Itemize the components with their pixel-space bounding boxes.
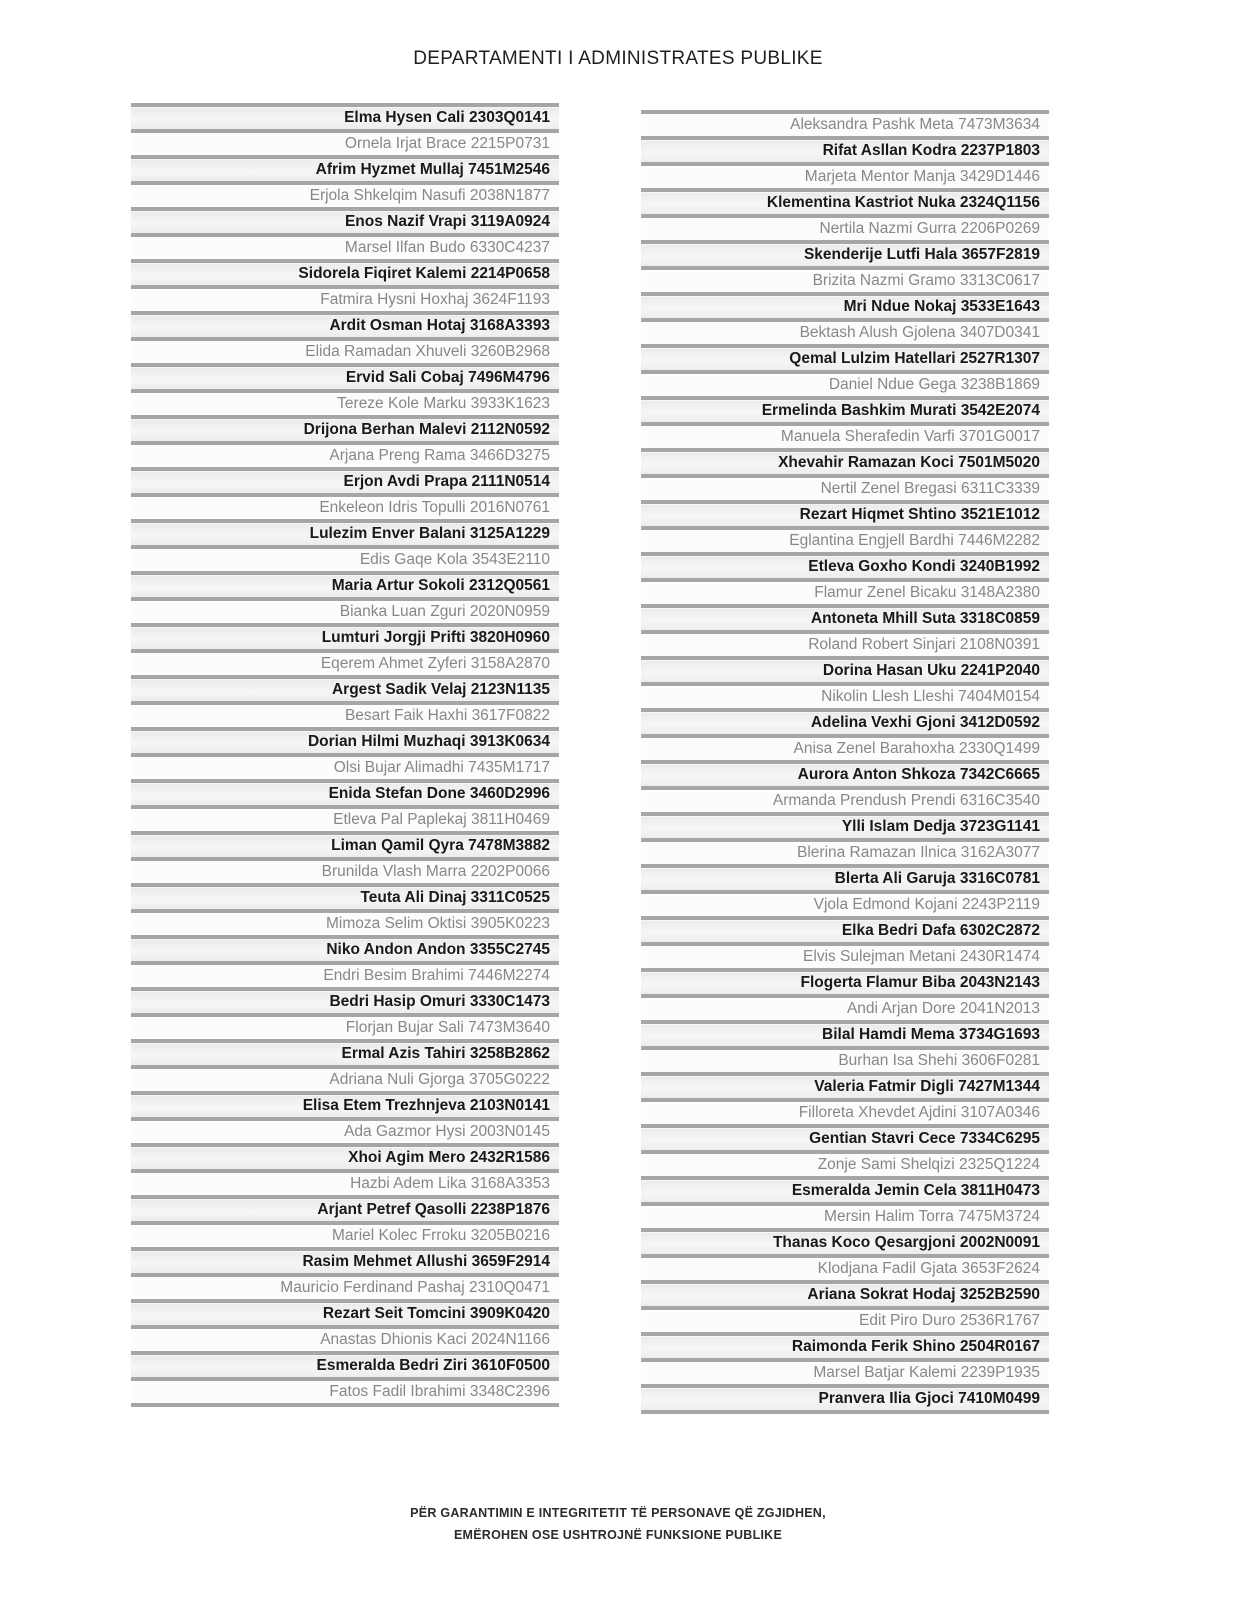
list-item: Nertil Zenel Bregasi 6311C3339 [641,474,1049,500]
list-item: Mariel Kolec Frroku 3205B0216 [131,1221,559,1247]
list-item: Bedri Hasip Omuri 3330C1473 [131,987,559,1013]
list-item: Marsel Batjar Kalemi 2239P1935 [641,1358,1049,1384]
list-item: Elma Hysen Cali 2303Q0141 [131,103,559,129]
list-item: Endri Besim Brahimi 7446M2274 [131,961,559,987]
list-item: Ornela Irjat Brace 2215P0731 [131,129,559,155]
list-item: Besart Faik Haxhi 3617F0822 [131,701,559,727]
list-item: Enos Nazif Vrapi 3119A0924 [131,207,559,233]
list-item: Blerta Ali Garuja 3316C0781 [641,864,1049,890]
list-item: Elvis Sulejman Metani 2430R1474 [641,942,1049,968]
list-item: Qemal Lulzim Hatellari 2527R1307 [641,344,1049,370]
list-item: Argest Sadik Velaj 2123N1135 [131,675,559,701]
list-item: Valeria Fatmir Digli 7427M1344 [641,1072,1049,1098]
name-list-left-column [131,103,559,1407]
list-item: Ermelinda Bashkim Murati 3542E2074 [641,396,1049,422]
list-item: Roland Robert Sinjari 2108N0391 [641,630,1049,656]
list-item: Ariana Sokrat Hodaj 3252B2590 [641,1280,1049,1306]
list-item: Anisa Zenel Barahoxha 2330Q1499 [641,734,1049,760]
list-item: Edis Gaqe Kola 3543E2110 [131,545,559,571]
list-item: Mauricio Ferdinand Pashaj 2310Q0471 [131,1273,559,1299]
footer-line-1: PËR GARANTIMIN E INTEGRITETIT TË PERSONAVE QË ZGJIDHEN, [410,1506,826,1520]
list-item: Dorina Hasan Uku 2241P2040 [641,656,1049,682]
list-item: Marjeta Mentor Manja 3429D1446 [641,162,1049,188]
list-item: Erjola Shkelqim Nasufi 2038N1877 [131,181,559,207]
list-item: Bianka Luan Zguri 2020N0959 [131,597,559,623]
list-item: Marsel Ilfan Budo 6330C4237 [131,233,559,259]
list-item: Klodjana Fadil Gjata 3653F2624 [641,1254,1049,1280]
list-item: Armanda Prendush Prendi 6316C3540 [641,786,1049,812]
list-item: Antoneta Mhill Suta 3318C0859 [641,604,1049,630]
list-item: Teuta Ali Dinaj 3311C0525 [131,883,559,909]
list-item: Enkeleon Idris Topulli 2016N0761 [131,493,559,519]
name-list-right-column [641,110,1049,1414]
list-item: Gentian Stavri Cece 7334C6295 [641,1124,1049,1150]
list-item: Olsi Bujar Alimadhi 7435M1717 [131,753,559,779]
list-item: Raimonda Ferik Shino 2504R0167 [641,1332,1049,1358]
footer-line-2: EMËROHEN OSE USHTROJNË FUNKSIONE PUBLIKE [453,1528,783,1542]
list-item: Nertila Nazmi Gurra 2206P0269 [641,214,1049,240]
list-item: Adriana Nuli Gjorga 3705G0222 [131,1065,559,1091]
list-item: Skenderije Lutfi Hala 3657F2819 [641,240,1049,266]
list-item: Elisa Etem Trezhnjeva 2103N0141 [131,1091,559,1117]
list-item: Pranvera Ilia Gjoci 7410M0499 [641,1384,1049,1410]
list-item: Esmeralda Bedri Ziri 3610F0500 [131,1351,559,1377]
list-item: Brizita Nazmi Gramo 3313C0617 [641,266,1049,292]
list-item: Ardit Osman Hotaj 3168A3393 [131,311,559,337]
list-item: Flamur Zenel Bicaku 3148A2380 [641,578,1049,604]
list-item: Niko Andon Andon 3355C2745 [131,935,559,961]
list-item: Hazbi Adem Lika 3168A3353 [131,1169,559,1195]
list-item: Fatmira Hysni Hoxhaj 3624F1193 [131,285,559,311]
list-item: Etleva Pal Paplekaj 3811H0469 [131,805,559,831]
list-item: Rasim Mehmet Allushi 3659F2914 [131,1247,559,1273]
list-item: Ermal Azis Tahiri 3258B2862 [131,1039,559,1065]
list-item: Rezart Seit Tomcini 3909K0420 [131,1299,559,1325]
list-item: Enida Stefan Done 3460D2996 [131,779,559,805]
list-item: Esmeralda Jemin Cela 3811H0473 [641,1176,1049,1202]
list-item: Edit Piro Duro 2536R1767 [641,1306,1049,1332]
list-item: Mimoza Selim Oktisi 3905K0223 [131,909,559,935]
page-footer [0,1502,1236,1546]
list-item: Sidorela Fiqiret Kalemi 2214P0658 [131,259,559,285]
list-item: Rezart Hiqmet Shtino 3521E1012 [641,500,1049,526]
list-item: Aurora Anton Shkoza 7342C6665 [641,760,1049,786]
page-title: DEPARTAMENTI I ADMINISTRATES PUBLIKE [413,48,823,69]
list-item: Fatos Fadil Ibrahimi 3348C2396 [131,1377,559,1403]
list-item: Andi Arjan Dore 2041N2013 [641,994,1049,1020]
list-item: Rifat Asllan Kodra 2237P1803 [641,136,1049,162]
list-item: Erjon Avdi Prapa 2111N0514 [131,467,559,493]
list-item: Lumturi Jorgji Prifti 3820H0960 [131,623,559,649]
list-item: Vjola Edmond Kojani 2243P2119 [641,890,1049,916]
list-item: Thanas Koco Qesargjoni 2002N0091 [641,1228,1049,1254]
list-item: Mersin Halim Torra 7475M3724 [641,1202,1049,1228]
list-item: Anastas Dhionis Kaci 2024N1166 [131,1325,559,1351]
list-item: Filloreta Xhevdet Ajdini 3107A0346 [641,1098,1049,1124]
list-item: Klementina Kastriot Nuka 2324Q1156 [641,188,1049,214]
list-item: Nikolin Llesh Lleshi 7404M0154 [641,682,1049,708]
list-item: Aleksandra Pashk Meta 7473M3634 [641,110,1049,136]
list-item: Bilal Hamdi Mema 3734G1693 [641,1020,1049,1046]
list-item: Florjan Bujar Sali 7473M3640 [131,1013,559,1039]
list-item: Elida Ramadan Xhuveli 3260B2968 [131,337,559,363]
list-item: Bektash Alush Gjolena 3407D0341 [641,318,1049,344]
list-item: Tereze Kole Marku 3933K1623 [131,389,559,415]
list-item: Drijona Berhan Malevi 2112N0592 [131,415,559,441]
list-item: Mri Ndue Nokaj 3533E1643 [641,292,1049,318]
list-item: Daniel Ndue Gega 3238B1869 [641,370,1049,396]
list-item: Ylli Islam Dedja 3723G1141 [641,812,1049,838]
list-item: Lulezim Enver Balani 3125A1229 [131,519,559,545]
list-item: Liman Qamil Qyra 7478M3882 [131,831,559,857]
list-item: Adelina Vexhi Gjoni 3412D0592 [641,708,1049,734]
list-item: Afrim Hyzmet Mullaj 7451M2546 [131,155,559,181]
list-item: Dorian Hilmi Muzhaqi 3913K0634 [131,727,559,753]
list-item: Zonje Sami Shelqizi 2325Q1224 [641,1150,1049,1176]
list-item: Burhan Isa Shehi 3606F0281 [641,1046,1049,1072]
list-item: Maria Artur Sokoli 2312Q0561 [131,571,559,597]
list-item: Ervid Sali Cobaj 7496M4796 [131,363,559,389]
list-item: Arjana Preng Rama 3466D3275 [131,441,559,467]
list-item: Etleva Goxho Kondi 3240B1992 [641,552,1049,578]
list-item: Eqerem Ahmet Zyferi 3158A2870 [131,649,559,675]
list-item: Arjant Petref Qasolli 2238P1876 [131,1195,559,1221]
list-item: Eglantina Engjell Bardhi 7446M2282 [641,526,1049,552]
list-item: Brunilda Vlash Marra 2202P0066 [131,857,559,883]
list-item: Ada Gazmor Hysi 2003N0145 [131,1117,559,1143]
list-item: Xhoi Agim Mero 2432R1586 [131,1143,559,1169]
list-item: Blerina Ramazan Ilnica 3162A3077 [641,838,1049,864]
list-item: Flogerta Flamur Biba 2043N2143 [641,968,1049,994]
list-item: Manuela Sherafedin Varfi 3701G0017 [641,422,1049,448]
list-item: Elka Bedri Dafa 6302C2872 [641,916,1049,942]
list-item: Xhevahir Ramazan Koci 7501M5020 [641,448,1049,474]
